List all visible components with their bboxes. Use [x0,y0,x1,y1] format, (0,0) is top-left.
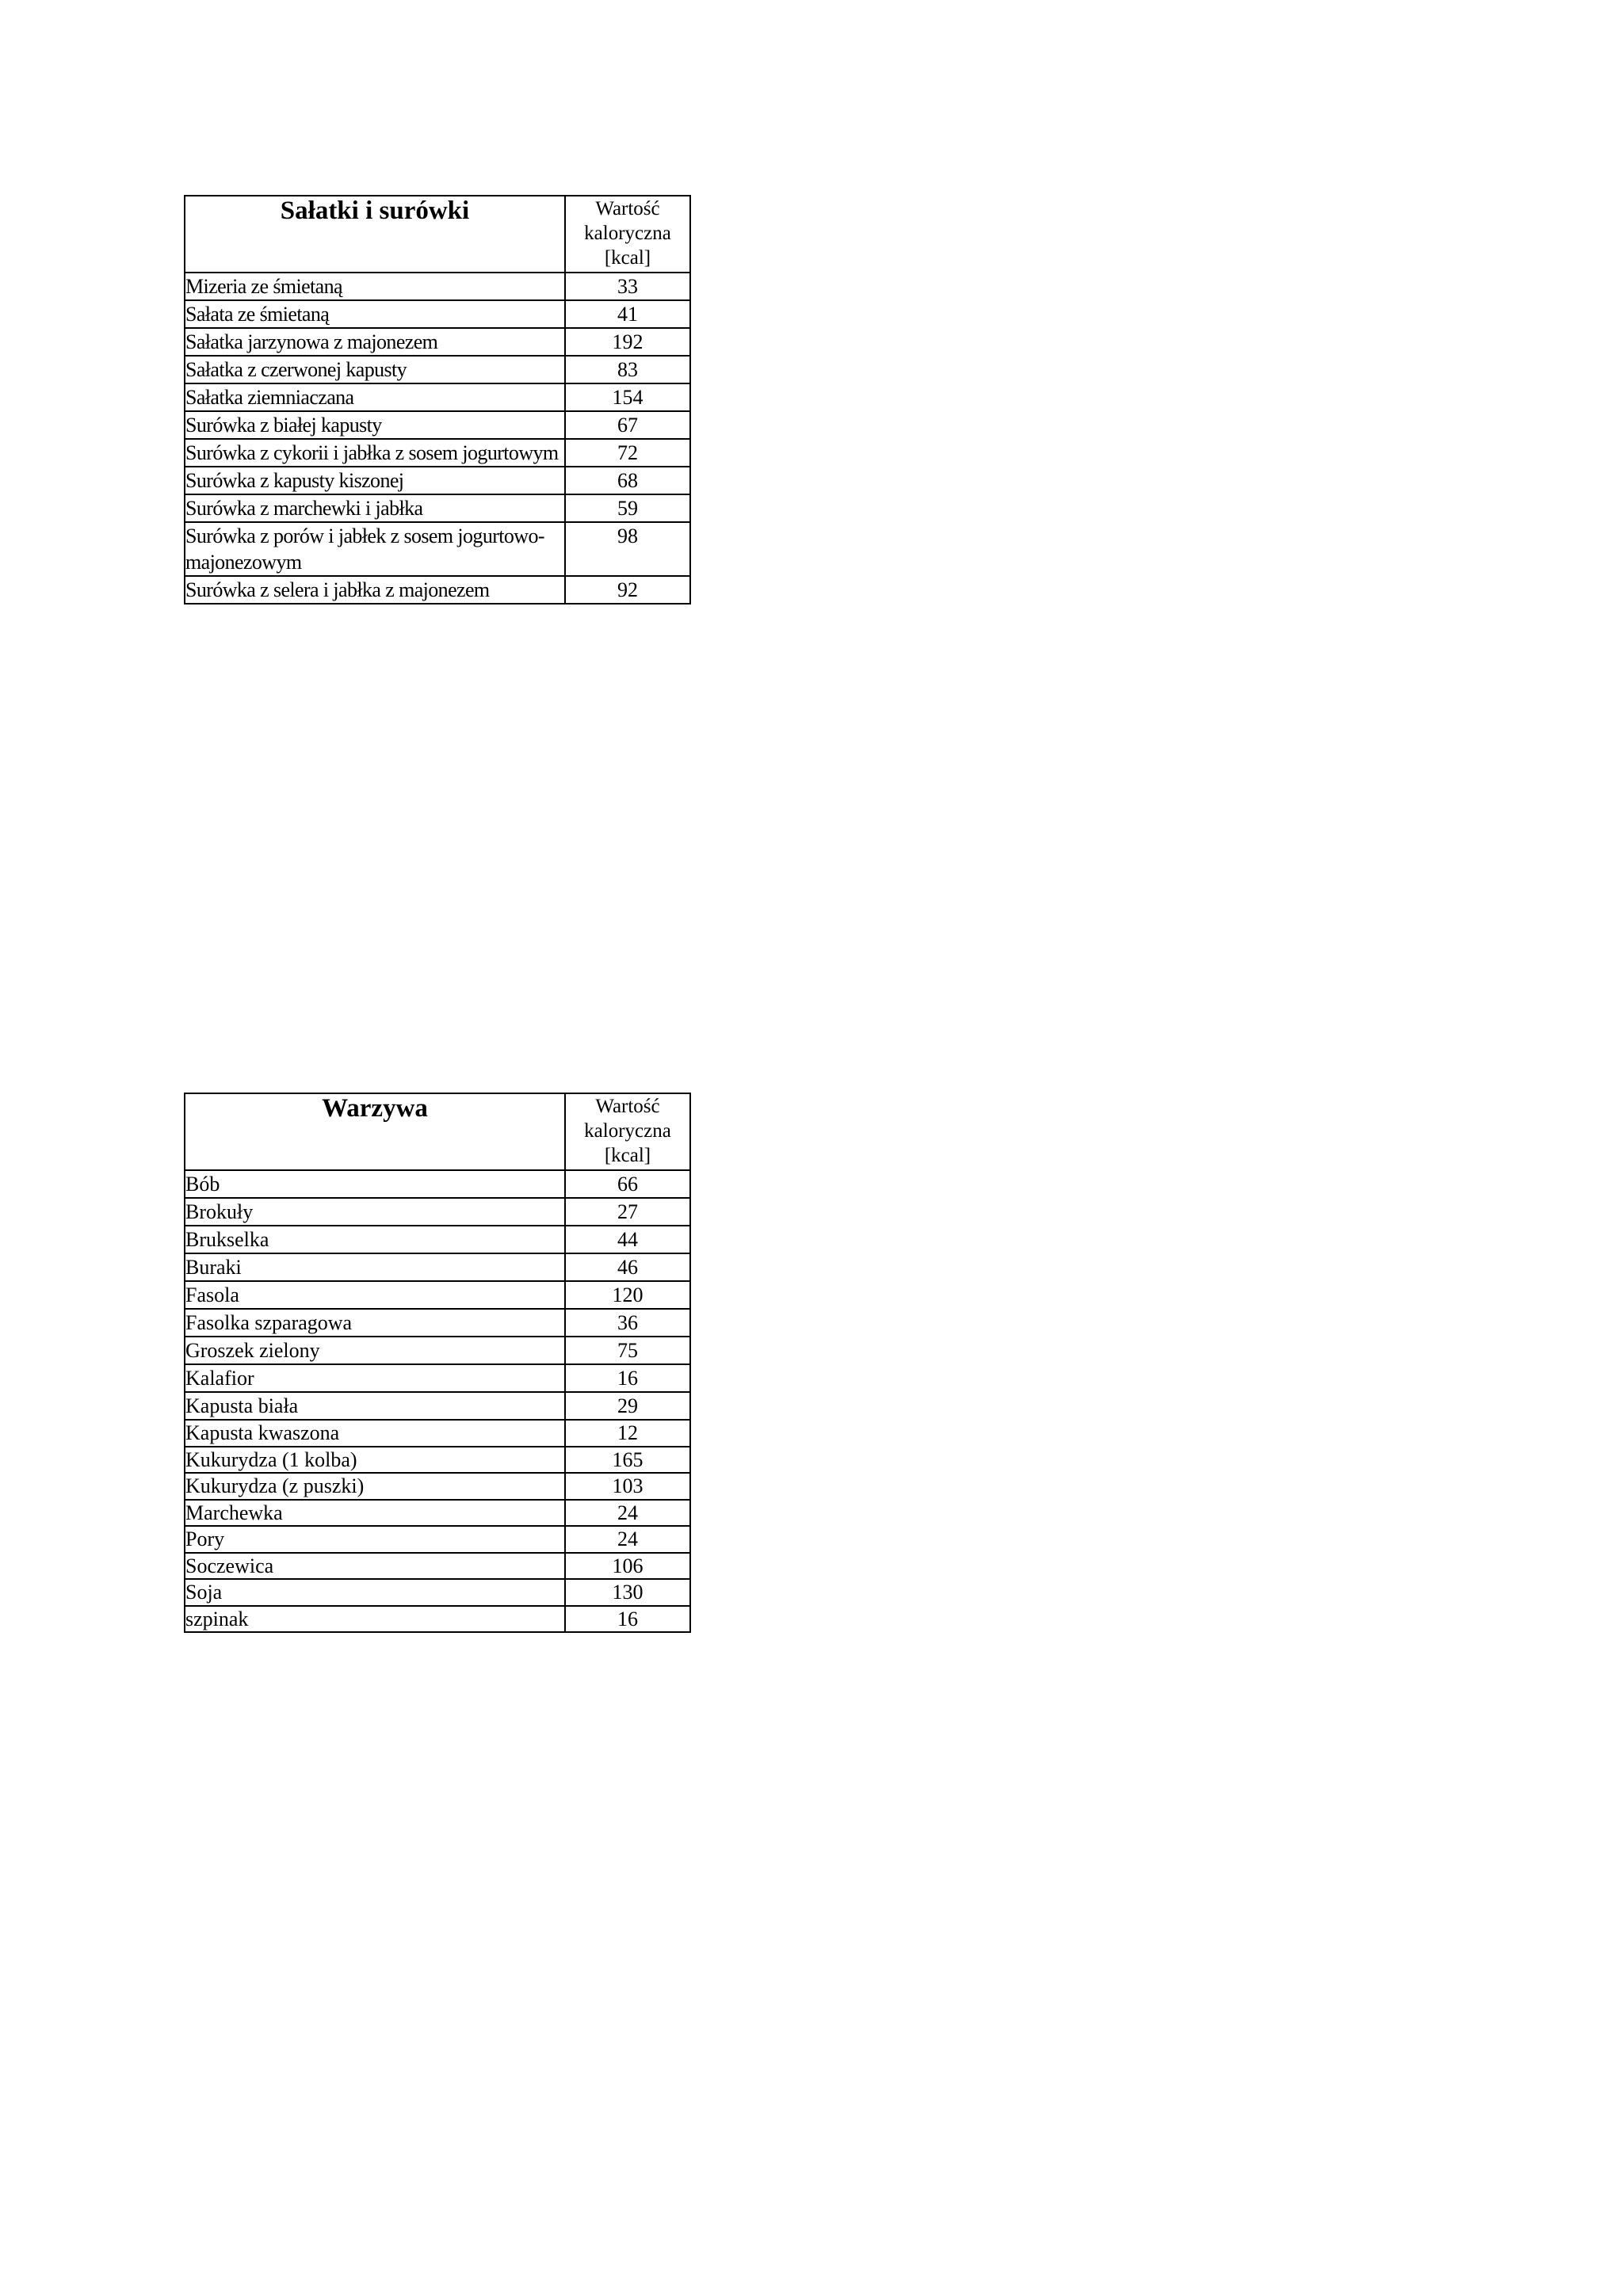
dish-name: Sałatka jarzynowa z majonezem [185,328,565,356]
vegetable-name: Buraki [185,1253,565,1281]
table-row [185,1337,690,1364]
table-row [185,1447,690,1474]
kcal-value: 83 [565,356,690,383]
table-row [185,383,690,411]
table-row [185,494,690,522]
kcal-value: 27 [565,1198,690,1226]
kcal-value: 66 [565,1170,690,1198]
kcal-value: 12 [565,1420,690,1447]
vegetable-name: Brukselka [185,1226,565,1253]
table-row [185,1473,690,1500]
kcal-value: 154 [565,383,690,411]
kcal-column-header: Wartość kaloryczna [kcal] [565,196,690,273]
table-row [185,1392,690,1420]
vegetable-name: Kukurydza (1 kolba) [185,1447,565,1474]
kcal-value: 59 [565,494,690,522]
table-row [185,522,690,576]
table-row [185,439,690,467]
dish-name: Sałatka ziemniaczana [185,383,565,411]
table-row [185,1198,690,1226]
vegetable-name: Kapusta kwaszona [185,1420,565,1447]
vegetable-name: Brokuły [185,1198,565,1226]
dish-name: Surówka z porów i jabłek z sosem jogurtowo-majonezowym [185,522,565,576]
kcal-value: 130 [565,1579,690,1606]
kcal-column-header: Wartość kaloryczna [kcal] [565,1093,690,1170]
kcal-value: 36 [565,1309,690,1337]
table-row [185,328,690,356]
kcal-value: 103 [565,1473,690,1500]
table-row [185,1309,690,1337]
kcal-value: 92 [565,576,690,604]
salads-table [184,195,691,605]
kcal-value: 16 [565,1606,690,1633]
kcal-value: 72 [565,439,690,467]
kcal-value: 24 [565,1526,690,1553]
vegetable-name: Kalafior [185,1364,565,1392]
kcal-value: 120 [565,1281,690,1309]
kcal-value: 106 [565,1553,690,1580]
table-row [185,1253,690,1281]
table-row [185,1579,690,1606]
kcal-value: 75 [565,1337,690,1364]
table-row [185,1226,690,1253]
kcal-value: 24 [565,1500,690,1527]
vegetables-table [184,1093,691,1633]
table-header-row [185,1093,690,1170]
kcal-value: 67 [565,411,690,439]
table-row [185,273,690,300]
table-row [185,1170,690,1198]
kcal-value: 192 [565,328,690,356]
table-title: Warzywa [185,1093,565,1170]
vegetable-name: Soja [185,1579,565,1606]
dish-name: Surówka z kapusty kiszonej [185,467,565,494]
table-header-row [185,196,690,273]
table-title: Sałatki i surówki [185,196,565,273]
dish-name: Surówka z marchewki i jabłka [185,494,565,522]
dish-name: Surówka z cykorii i jabłka z sosem jogurtowym [185,439,565,467]
vegetable-name: Fasola [185,1281,565,1309]
vegetable-name: Soczewica [185,1553,565,1580]
kcal-value: 46 [565,1253,690,1281]
table-row [185,1281,690,1309]
vegetable-name: Fasolka szparagowa [185,1309,565,1337]
table-row [185,411,690,439]
dish-name: Sałata ze śmietaną [185,300,565,328]
kcal-value: 29 [565,1392,690,1420]
kcal-value: 33 [565,273,690,300]
kcal-value: 16 [565,1364,690,1392]
kcal-value: 98 [565,522,690,576]
kcal-value: 68 [565,467,690,494]
dish-name: Surówka z białej kapusty [185,411,565,439]
kcal-value: 165 [565,1447,690,1474]
vegetable-name: Kapusta biała [185,1392,565,1420]
kcal-value: 41 [565,300,690,328]
vegetable-name: Bób [185,1170,565,1198]
table-row [185,1526,690,1553]
table-row [185,356,690,383]
vegetable-name: Pory [185,1526,565,1553]
table-row [185,1553,690,1580]
dish-name: Sałatka z czerwonej kapusty [185,356,565,383]
table-row [185,1500,690,1527]
table-row [185,1606,690,1633]
vegetable-name: Marchewka [185,1500,565,1527]
vegetable-name: Groszek zielony [185,1337,565,1364]
table-row [185,1364,690,1392]
dish-name: Surówka z selera i jabłka z majonezem [185,576,565,604]
vegetable-name: Kukurydza (z puszki) [185,1473,565,1500]
kcal-value: 44 [565,1226,690,1253]
table-row [185,300,690,328]
vegetable-name: szpinak [185,1606,565,1633]
table-row [185,576,690,604]
dish-name: Mizeria ze śmietaną [185,273,565,300]
table-row [185,1420,690,1447]
table-row [185,467,690,494]
